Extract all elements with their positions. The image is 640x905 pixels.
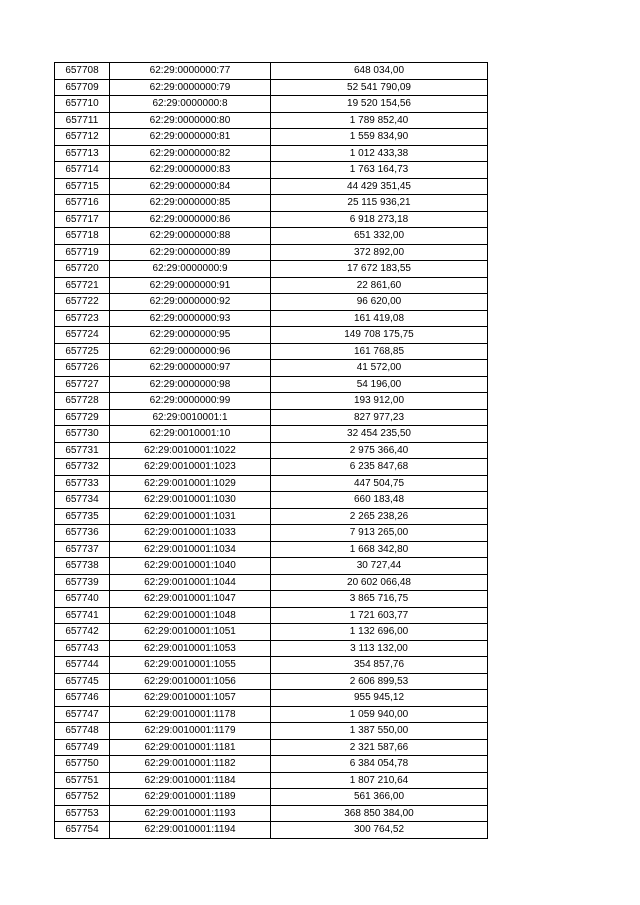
row-number-cell: 657737 [55, 541, 110, 558]
table-row [55, 145, 488, 162]
row-number-cell: 657714 [55, 162, 110, 179]
row-number-cell: 657727 [55, 376, 110, 393]
cadastral-number-cell: 62:29:0010001:1023 [110, 459, 271, 476]
row-number-cell: 657749 [55, 739, 110, 756]
cadastral-number-cell: 62:29:0010001:1053 [110, 640, 271, 657]
value-cell: 2 265 238,26 [271, 508, 488, 525]
row-number-cell: 657730 [55, 426, 110, 443]
cadastral-number-cell: 62:29:0000000:99 [110, 393, 271, 410]
cadastral-number-cell: 62:29:0000000:9 [110, 261, 271, 278]
cadastral-number-cell: 62:29:0010001:1047 [110, 591, 271, 608]
cadastral-number-cell: 62:29:0010001:10 [110, 426, 271, 443]
row-number-cell: 657736 [55, 525, 110, 542]
cadastral-number-cell: 62:29:0010001:1181 [110, 739, 271, 756]
table-row [55, 624, 488, 641]
value-cell: 52 541 790,09 [271, 79, 488, 96]
cadastral-number-cell: 62:29:0010001:1178 [110, 706, 271, 723]
value-cell: 6 918 273,18 [271, 211, 488, 228]
value-cell: 660 183,48 [271, 492, 488, 509]
value-cell: 54 196,00 [271, 376, 488, 393]
table-row [55, 112, 488, 129]
value-cell: 30 727,44 [271, 558, 488, 575]
cadastral-number-cell: 62:29:0000000:77 [110, 63, 271, 80]
table-row [55, 343, 488, 360]
cadastral-number-cell: 62:29:0010001:1194 [110, 822, 271, 839]
row-number-cell: 657746 [55, 690, 110, 707]
table-row [55, 63, 488, 80]
cadastral-number-cell: 62:29:0010001:1184 [110, 772, 271, 789]
cadastral-number-cell: 62:29:0010001:1057 [110, 690, 271, 707]
value-cell: 354 857,76 [271, 657, 488, 674]
row-number-cell: 657725 [55, 343, 110, 360]
cadastral-number-cell: 62:29:0010001:1179 [110, 723, 271, 740]
row-number-cell: 657738 [55, 558, 110, 575]
value-cell: 648 034,00 [271, 63, 488, 80]
cadastral-number-cell: 62:29:0000000:83 [110, 162, 271, 179]
row-number-cell: 657712 [55, 129, 110, 146]
cadastral-number-cell: 62:29:0000000:80 [110, 112, 271, 129]
table-row [55, 393, 488, 410]
row-number-cell: 657741 [55, 607, 110, 624]
table-row [55, 756, 488, 773]
table-row [55, 640, 488, 657]
value-cell: 6 235 847,68 [271, 459, 488, 476]
table-row [55, 822, 488, 839]
row-number-cell: 657733 [55, 475, 110, 492]
value-cell: 149 708 175,75 [271, 327, 488, 344]
row-number-cell: 657750 [55, 756, 110, 773]
value-cell: 161 419,08 [271, 310, 488, 327]
cadastral-number-cell: 62:29:0000000:88 [110, 228, 271, 245]
table-body [55, 63, 488, 839]
value-cell: 1 668 342,80 [271, 541, 488, 558]
value-cell: 96 620,00 [271, 294, 488, 311]
row-number-cell: 657723 [55, 310, 110, 327]
cadastral-number-cell: 62:29:0010001:1048 [110, 607, 271, 624]
cadastral-number-cell: 62:29:0000000:93 [110, 310, 271, 327]
value-cell: 1 763 164,73 [271, 162, 488, 179]
table-row [55, 261, 488, 278]
row-number-cell: 657711 [55, 112, 110, 129]
row-number-cell: 657747 [55, 706, 110, 723]
table-row [55, 244, 488, 261]
table-row [55, 723, 488, 740]
table-row [55, 591, 488, 608]
table-row [55, 525, 488, 542]
row-number-cell: 657710 [55, 96, 110, 113]
row-number-cell: 657715 [55, 178, 110, 195]
cadastral-number-cell: 62:29:0010001:1055 [110, 657, 271, 674]
table-row [55, 508, 488, 525]
cadastral-number-cell: 62:29:0010001:1029 [110, 475, 271, 492]
table-row [55, 277, 488, 294]
table-row [55, 657, 488, 674]
table-row [55, 376, 488, 393]
value-cell: 1 132 696,00 [271, 624, 488, 641]
value-cell: 955 945,12 [271, 690, 488, 707]
cadastral-number-cell: 62:29:0000000:86 [110, 211, 271, 228]
row-number-cell: 657744 [55, 657, 110, 674]
value-cell: 44 429 351,45 [271, 178, 488, 195]
row-number-cell: 657739 [55, 574, 110, 591]
table-row [55, 673, 488, 690]
cadastral-number-cell: 62:29:0000000:79 [110, 79, 271, 96]
cadastral-number-cell: 62:29:0010001:1193 [110, 805, 271, 822]
row-number-cell: 657717 [55, 211, 110, 228]
value-cell: 32 454 235,50 [271, 426, 488, 443]
value-cell: 193 912,00 [271, 393, 488, 410]
table-row [55, 96, 488, 113]
row-number-cell: 657735 [55, 508, 110, 525]
cadastral-number-cell: 62:29:0000000:81 [110, 129, 271, 146]
cadastral-number-cell: 62:29:0010001:1182 [110, 756, 271, 773]
cadastral-number-cell: 62:29:0000000:97 [110, 360, 271, 377]
value-cell: 1 012 433,38 [271, 145, 488, 162]
cadastral-number-cell: 62:29:0010001:1 [110, 409, 271, 426]
cadastral-number-cell: 62:29:0010001:1040 [110, 558, 271, 575]
table-row [55, 805, 488, 822]
table-row [55, 574, 488, 591]
row-number-cell: 657752 [55, 789, 110, 806]
row-number-cell: 657728 [55, 393, 110, 410]
row-number-cell: 657721 [55, 277, 110, 294]
row-number-cell: 657751 [55, 772, 110, 789]
row-number-cell: 657753 [55, 805, 110, 822]
table-row [55, 79, 488, 96]
value-cell: 372 892,00 [271, 244, 488, 261]
table-row [55, 789, 488, 806]
value-cell: 41 572,00 [271, 360, 488, 377]
cadastral-number-cell: 62:29:0010001:1033 [110, 525, 271, 542]
value-cell: 1 721 603,77 [271, 607, 488, 624]
row-number-cell: 657732 [55, 459, 110, 476]
table-row [55, 162, 488, 179]
table-row [55, 459, 488, 476]
cadastral-number-cell: 62:29:0000000:98 [110, 376, 271, 393]
value-cell: 1 059 940,00 [271, 706, 488, 723]
row-number-cell: 657719 [55, 244, 110, 261]
table-row [55, 541, 488, 558]
cadastral-number-cell: 62:29:0010001:1051 [110, 624, 271, 641]
value-cell: 368 850 384,00 [271, 805, 488, 822]
table-row [55, 739, 488, 756]
table-row [55, 475, 488, 492]
row-number-cell: 657722 [55, 294, 110, 311]
value-cell: 1 789 852,40 [271, 112, 488, 129]
row-number-cell: 657731 [55, 442, 110, 459]
row-number-cell: 657720 [55, 261, 110, 278]
table-row [55, 492, 488, 509]
row-number-cell: 657726 [55, 360, 110, 377]
value-cell: 561 366,00 [271, 789, 488, 806]
cadastral-number-cell: 62:29:0000000:89 [110, 244, 271, 261]
value-cell: 20 602 066,48 [271, 574, 488, 591]
table-row [55, 360, 488, 377]
value-cell: 651 332,00 [271, 228, 488, 245]
data-table [54, 62, 488, 839]
value-cell: 3 113 132,00 [271, 640, 488, 657]
table-row [55, 211, 488, 228]
value-cell: 300 764,52 [271, 822, 488, 839]
value-cell: 827 977,23 [271, 409, 488, 426]
value-cell: 2 606 899,53 [271, 673, 488, 690]
table-row [55, 558, 488, 575]
cadastral-number-cell: 62:29:0010001:1056 [110, 673, 271, 690]
value-cell: 2 321 587,66 [271, 739, 488, 756]
value-cell: 1 559 834,90 [271, 129, 488, 146]
cadastral-number-cell: 62:29:0000000:92 [110, 294, 271, 311]
cadastral-number-cell: 62:29:0010001:1030 [110, 492, 271, 509]
cadastral-number-cell: 62:29:0000000:82 [110, 145, 271, 162]
row-number-cell: 657716 [55, 195, 110, 212]
table-row [55, 690, 488, 707]
table-row [55, 178, 488, 195]
table-row [55, 426, 488, 443]
row-number-cell: 657748 [55, 723, 110, 740]
cadastral-number-cell: 62:29:0010001:1189 [110, 789, 271, 806]
cadastral-number-cell: 62:29:0000000:95 [110, 327, 271, 344]
cadastral-number-cell: 62:29:0000000:8 [110, 96, 271, 113]
value-cell: 1 387 550,00 [271, 723, 488, 740]
value-cell: 3 865 716,75 [271, 591, 488, 608]
row-number-cell: 657743 [55, 640, 110, 657]
value-cell: 161 768,85 [271, 343, 488, 360]
cadastral-number-cell: 62:29:0010001:1031 [110, 508, 271, 525]
cadastral-number-cell: 62:29:0010001:1022 [110, 442, 271, 459]
value-cell: 22 861,60 [271, 277, 488, 294]
value-cell: 2 975 366,40 [271, 442, 488, 459]
value-cell: 7 913 265,00 [271, 525, 488, 542]
table-row [55, 228, 488, 245]
row-number-cell: 657734 [55, 492, 110, 509]
row-number-cell: 657713 [55, 145, 110, 162]
value-cell: 447 504,75 [271, 475, 488, 492]
row-number-cell: 657754 [55, 822, 110, 839]
row-number-cell: 657745 [55, 673, 110, 690]
row-number-cell: 657742 [55, 624, 110, 641]
table-row [55, 607, 488, 624]
value-cell: 17 672 183,55 [271, 261, 488, 278]
table-row [55, 310, 488, 327]
table-row [55, 442, 488, 459]
table-row [55, 409, 488, 426]
table-row [55, 195, 488, 212]
table-row [55, 327, 488, 344]
cadastral-number-cell: 62:29:0000000:96 [110, 343, 271, 360]
row-number-cell: 657724 [55, 327, 110, 344]
row-number-cell: 657709 [55, 79, 110, 96]
value-cell: 19 520 154,56 [271, 96, 488, 113]
cadastral-number-cell: 62:29:0000000:91 [110, 277, 271, 294]
table-row [55, 772, 488, 789]
table-row [55, 294, 488, 311]
value-cell: 1 807 210,64 [271, 772, 488, 789]
row-number-cell: 657740 [55, 591, 110, 608]
cadastral-number-cell: 62:29:0010001:1034 [110, 541, 271, 558]
value-cell: 25 115 936,21 [271, 195, 488, 212]
cadastral-number-cell: 62:29:0000000:84 [110, 178, 271, 195]
row-number-cell: 657729 [55, 409, 110, 426]
cadastral-number-cell: 62:29:0000000:85 [110, 195, 271, 212]
row-number-cell: 657708 [55, 63, 110, 80]
value-cell: 6 384 054,78 [271, 756, 488, 773]
row-number-cell: 657718 [55, 228, 110, 245]
cadastral-number-cell: 62:29:0010001:1044 [110, 574, 271, 591]
table-row [55, 129, 488, 146]
table-row [55, 706, 488, 723]
